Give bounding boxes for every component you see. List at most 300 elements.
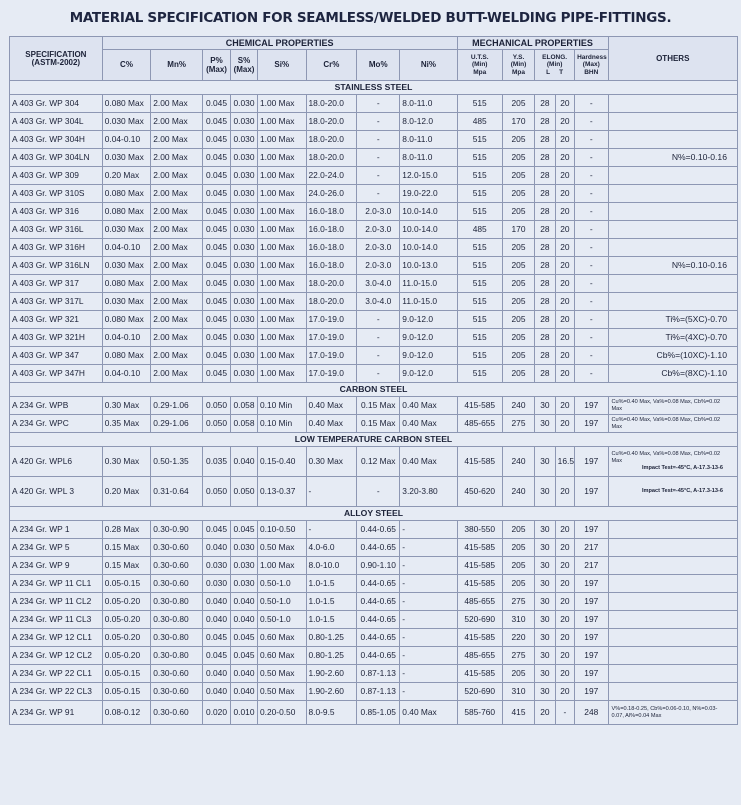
table-cell: 205 xyxy=(502,293,534,311)
table-cell: 0.04-0.10 xyxy=(102,239,151,257)
others-text-2: Impact Test=-45°C, A-17.3-13-6 xyxy=(641,464,723,471)
table-cell: 20 xyxy=(555,647,574,665)
table-cell: 1.00 Max xyxy=(257,293,306,311)
hard-max: (Max) xyxy=(582,61,600,69)
others-cell xyxy=(608,203,738,221)
others-cell xyxy=(608,221,738,239)
table-cell: 0.040 xyxy=(203,665,231,683)
table-cell: 16.0-18.0 xyxy=(306,221,357,239)
table-cell: 2.00 Max xyxy=(151,311,203,329)
table-cell: A 403 Gr. WP 304H xyxy=(10,131,103,149)
table-cell: 0.05-0.15 xyxy=(102,575,151,593)
table-cell: 197 xyxy=(575,415,608,433)
table-cell: 0.040 xyxy=(203,593,231,611)
table-cell: 20 xyxy=(555,575,574,593)
table-cell: 515 xyxy=(457,293,502,311)
table-cell: 0.030 xyxy=(231,575,258,593)
s-label: S% xyxy=(237,55,251,65)
table-cell: 217 xyxy=(575,557,608,575)
table-cell: 205 xyxy=(502,257,534,275)
table-cell: 1.00 Max xyxy=(257,149,306,167)
table-cell: 17.0-19.0 xyxy=(306,347,357,365)
table-cell: - xyxy=(357,113,400,131)
table-cell: 9.0-12.0 xyxy=(400,365,457,383)
table-cell: 28 xyxy=(535,257,555,275)
table-cell: - xyxy=(575,149,608,167)
table-row xyxy=(10,539,738,557)
table-cell: - xyxy=(575,239,608,257)
table-cell: 28 xyxy=(535,167,555,185)
table-cell: 0.80-1.25 xyxy=(306,629,357,647)
table-cell: A 234 Gr. WP 12 CL2 xyxy=(10,647,103,665)
table-cell: 0.045 xyxy=(203,95,231,113)
table-cell: 0.080 Max xyxy=(102,95,151,113)
table-row xyxy=(10,521,738,539)
table-cell: 16.0-18.0 xyxy=(306,239,357,257)
p-max: (Max) xyxy=(206,65,227,74)
section-title: CARBON STEEL xyxy=(10,383,738,397)
table-cell: A 234 Gr. WP 9 xyxy=(10,557,103,575)
others-cell xyxy=(608,701,738,725)
table-cell: 205 xyxy=(502,203,534,221)
others-cell xyxy=(608,149,738,167)
table-cell: 2.00 Max xyxy=(151,167,203,185)
table-cell: 0.040 xyxy=(203,539,231,557)
table-cell: 30 xyxy=(535,477,555,507)
section-header xyxy=(10,81,738,95)
others-cell xyxy=(608,95,738,113)
table-cell: 0.30-0.60 xyxy=(151,539,203,557)
table-row xyxy=(10,447,738,477)
table-cell: 415-585 xyxy=(457,557,502,575)
table-cell: 415 xyxy=(502,701,534,725)
table-cell: 20 xyxy=(555,275,574,293)
table-cell: 0.05-0.15 xyxy=(102,683,151,701)
table-cell: 515 xyxy=(457,329,502,347)
table-cell: - xyxy=(357,149,400,167)
table-cell: 0.040 xyxy=(231,447,258,477)
others-cell xyxy=(608,665,738,683)
table-cell: 0.50 Max xyxy=(257,665,306,683)
table-cell: 0.28 Max xyxy=(102,521,151,539)
table-cell: 515 xyxy=(457,365,502,383)
table-cell: 0.30-0.80 xyxy=(151,593,203,611)
table-cell: 0.20 Max xyxy=(102,167,151,185)
table-cell: 30 xyxy=(535,629,555,647)
table-cell: 380-550 xyxy=(457,521,502,539)
table-cell: 20 xyxy=(555,397,574,415)
table-cell: 30 xyxy=(535,647,555,665)
table-cell: 0.045 xyxy=(203,629,231,647)
table-cell: 197 xyxy=(575,665,608,683)
table-cell: 0.045 xyxy=(203,239,231,257)
table-row xyxy=(10,329,738,347)
table-cell: 20 xyxy=(555,629,574,647)
table-cell: 205 xyxy=(502,311,534,329)
table-cell: A 403 Gr. WP 317L xyxy=(10,293,103,311)
table-cell: 275 xyxy=(502,593,534,611)
table-row xyxy=(10,275,738,293)
elong-label: ELONG. xyxy=(542,54,568,62)
table-cell: 30 xyxy=(535,593,555,611)
table-cell: 0.040 xyxy=(231,665,258,683)
table-cell: - xyxy=(357,167,400,185)
table-cell: 197 xyxy=(575,647,608,665)
others-cell xyxy=(608,683,738,701)
table-cell: 205 xyxy=(502,275,534,293)
table-cell: 2.00 Max xyxy=(151,329,203,347)
table-cell: 0.080 Max xyxy=(102,275,151,293)
spec-table-body xyxy=(10,81,738,725)
table-cell: A 234 Gr. WP 11 CL2 xyxy=(10,593,103,611)
table-cell: 0.20 Max xyxy=(102,477,151,507)
table-cell: 485-655 xyxy=(457,647,502,665)
table-cell: 0.44-0.65 xyxy=(357,611,400,629)
table-cell: 0.050 xyxy=(203,415,231,433)
table-cell: 205 xyxy=(502,365,534,383)
others-cell xyxy=(608,239,738,257)
table-cell: 4.0-6.0 xyxy=(306,539,357,557)
table-cell: 240 xyxy=(502,477,534,507)
table-cell: 0.13-0.37 xyxy=(257,477,306,507)
table-cell: 1.0-1.5 xyxy=(306,593,357,611)
others-cell xyxy=(608,521,738,539)
table-cell: 0.058 xyxy=(231,415,258,433)
table-cell: 197 xyxy=(575,629,608,647)
table-cell: 0.045 xyxy=(203,131,231,149)
table-cell: 0.040 xyxy=(203,611,231,629)
uts-min: (Min) xyxy=(471,61,488,69)
table-cell: 0.080 Max xyxy=(102,203,151,221)
table-row xyxy=(10,575,738,593)
others-cell xyxy=(608,167,738,185)
others-text: Ti%=(5XC)-0.70 xyxy=(665,314,727,325)
table-cell: 10.0-14.0 xyxy=(400,203,457,221)
table-cell: 2.00 Max xyxy=(151,365,203,383)
table-cell: 0.20-0.50 xyxy=(257,701,306,725)
table-cell: 248 xyxy=(575,701,608,725)
table-row xyxy=(10,629,738,647)
table-cell: 2.00 Max xyxy=(151,113,203,131)
table-cell: A 420 Gr. WPL 3 xyxy=(10,477,103,507)
table-cell: 0.045 xyxy=(231,647,258,665)
table-cell: 20 xyxy=(555,221,574,239)
table-cell: 0.045 xyxy=(203,293,231,311)
table-cell: 11.0-15.0 xyxy=(400,275,457,293)
table-cell: - xyxy=(575,185,608,203)
table-cell: 0.04-0.10 xyxy=(102,365,151,383)
table-cell: - xyxy=(357,311,400,329)
table-cell: 0.30-0.60 xyxy=(151,683,203,701)
table-cell: 28 xyxy=(535,311,555,329)
others-cell xyxy=(608,447,738,477)
others-text: Cb%=(8XC)-1.10 xyxy=(661,368,727,379)
uts-label: U.T.S. xyxy=(470,54,489,62)
table-cell: 20 xyxy=(555,257,574,275)
table-cell: 9.0-12.0 xyxy=(400,311,457,329)
table-cell: 8.0-10.0 xyxy=(306,557,357,575)
table-cell: 275 xyxy=(502,415,534,433)
table-cell: 0.08-0.12 xyxy=(102,701,151,725)
others-cell xyxy=(608,275,738,293)
table-cell: 0.030 Max xyxy=(102,293,151,311)
table-cell: 0.35 Max xyxy=(102,415,151,433)
table-cell: 520-690 xyxy=(457,611,502,629)
others-cell xyxy=(608,293,738,311)
table-cell: 450-620 xyxy=(457,477,502,507)
table-cell: 0.10 Min xyxy=(257,415,306,433)
table-cell: 415-585 xyxy=(457,397,502,415)
table-cell: - xyxy=(400,647,457,665)
table-cell: 20 xyxy=(555,415,574,433)
table-cell: A 234 Gr. WP 11 CL1 xyxy=(10,575,103,593)
table-cell: 0.045 xyxy=(203,329,231,347)
table-cell: A 234 Gr. WPB xyxy=(10,397,103,415)
table-cell: A 234 Gr. WP 22 CL1 xyxy=(10,665,103,683)
table-cell: 1.00 Max xyxy=(257,275,306,293)
table-cell: 310 xyxy=(502,683,534,701)
table-cell: 28 xyxy=(535,221,555,239)
table-cell: 0.058 xyxy=(231,397,258,415)
spec-header xyxy=(10,37,103,81)
table-cell: 0.045 xyxy=(203,185,231,203)
table-cell: 0.035 xyxy=(203,447,231,477)
table-row xyxy=(10,293,738,311)
table-cell: 0.44-0.65 xyxy=(357,521,400,539)
table-cell: 0.30-0.60 xyxy=(151,575,203,593)
table-cell: 18.0-20.0 xyxy=(306,113,357,131)
table-row xyxy=(10,365,738,383)
table-cell: 275 xyxy=(502,647,534,665)
table-cell: 0.15 Max xyxy=(102,539,151,557)
table-cell: 0.04-0.10 xyxy=(102,329,151,347)
table-cell: 20 xyxy=(555,611,574,629)
table-cell: A 234 Gr. WP 91 xyxy=(10,701,103,725)
table-cell: 0.05-0.20 xyxy=(102,611,151,629)
section-header xyxy=(10,433,738,447)
table-cell: 0.50-1.0 xyxy=(257,593,306,611)
table-cell: 0.050 xyxy=(203,397,231,415)
table-cell: 20 xyxy=(555,593,574,611)
table-cell: 20 xyxy=(555,95,574,113)
table-cell: 0.030 xyxy=(231,275,258,293)
table-cell: 2.00 Max xyxy=(151,275,203,293)
table-cell: 170 xyxy=(502,113,534,131)
table-cell: 20 xyxy=(555,347,574,365)
table-cell: 0.15 Max xyxy=(102,557,151,575)
table-cell: 22.0-24.0 xyxy=(306,167,357,185)
table-cell: 0.030 xyxy=(203,557,231,575)
table-cell: 0.030 xyxy=(231,113,258,131)
table-cell: 0.44-0.65 xyxy=(357,647,400,665)
table-cell: - xyxy=(357,477,400,507)
table-cell: 240 xyxy=(502,397,534,415)
table-cell: 20 xyxy=(555,477,574,507)
others-text: Impact Test=-45°C, A-17.3-13-6 xyxy=(641,488,723,494)
table-row xyxy=(10,257,738,275)
table-cell: 205 xyxy=(502,167,534,185)
table-cell: 197 xyxy=(575,593,608,611)
ys-header xyxy=(502,50,534,81)
table-cell: 0.045 xyxy=(203,167,231,185)
uts-unit: Mpa xyxy=(473,68,487,76)
others-cell xyxy=(608,397,738,415)
others-cell xyxy=(608,593,738,611)
others-text: N%=0.10-0.16 xyxy=(671,152,727,163)
table-cell: - xyxy=(357,131,400,149)
table-cell: - xyxy=(575,257,608,275)
table-cell: 240 xyxy=(502,447,534,477)
table-cell: 1.00 Max xyxy=(257,185,306,203)
table-cell: 8.0-11.0 xyxy=(400,95,457,113)
table-cell: 0.31-0.64 xyxy=(151,477,203,507)
table-cell: 0.045 xyxy=(203,275,231,293)
table-cell: 0.030 xyxy=(231,557,258,575)
table-cell: 0.44-0.65 xyxy=(357,593,400,611)
table-cell: 16.5 xyxy=(555,447,574,477)
table-cell: 0.50-1.35 xyxy=(151,447,203,477)
table-cell: - xyxy=(575,347,608,365)
table-cell: 9.0-12.0 xyxy=(400,329,457,347)
table-row xyxy=(10,611,738,629)
table-cell: 2.00 Max xyxy=(151,221,203,239)
table-cell: 28 xyxy=(535,131,555,149)
table-cell: 197 xyxy=(575,683,608,701)
table-cell: 2.0-3.0 xyxy=(357,203,400,221)
table-cell: 0.87-1.13 xyxy=(357,665,400,683)
table-row xyxy=(10,221,738,239)
table-cell: 205 xyxy=(502,149,534,167)
others-cell xyxy=(608,477,738,507)
chemical-header: CHEMICAL PROPERTIES xyxy=(102,37,457,50)
table-cell: 24.0-26.0 xyxy=(306,185,357,203)
table-cell: 28 xyxy=(535,95,555,113)
table-cell: 1.00 Max xyxy=(257,257,306,275)
table-cell: 0.30-0.80 xyxy=(151,611,203,629)
others-header: OTHERS xyxy=(608,37,738,81)
table-cell: 28 xyxy=(535,275,555,293)
table-cell: - xyxy=(575,203,608,221)
table-cell: 205 xyxy=(502,347,534,365)
table-cell: 2.00 Max xyxy=(151,239,203,257)
table-cell: 0.030 Max xyxy=(102,221,151,239)
table-cell: 0.05-0.15 xyxy=(102,665,151,683)
table-cell: 2.00 Max xyxy=(151,257,203,275)
table-row xyxy=(10,167,738,185)
table-cell: 20 xyxy=(555,293,574,311)
table-cell: 0.050 xyxy=(203,477,231,507)
table-cell: 0.030 xyxy=(231,203,258,221)
table-cell: 0.30-0.60 xyxy=(151,557,203,575)
table-cell: 415-585 xyxy=(457,539,502,557)
table-cell: 170 xyxy=(502,221,534,239)
table-cell: 0.87-1.13 xyxy=(357,683,400,701)
table-cell: 30 xyxy=(535,521,555,539)
table-cell: 0.040 xyxy=(231,611,258,629)
table-cell: 0.05-0.20 xyxy=(102,593,151,611)
table-cell: 415-585 xyxy=(457,575,502,593)
table-cell: 0.30 Max xyxy=(306,447,357,477)
table-row xyxy=(10,593,738,611)
table-cell: - xyxy=(357,185,400,203)
table-cell: 0.030 xyxy=(231,185,258,203)
table-cell: 205 xyxy=(502,131,534,149)
table-cell: 0.010 xyxy=(231,701,258,725)
table-cell: - xyxy=(575,293,608,311)
table-cell: 20 xyxy=(555,521,574,539)
table-cell: 0.30 Max xyxy=(102,447,151,477)
others-text: Ti%=(4XC)-0.70 xyxy=(665,332,727,343)
table-cell: 0.40 Max xyxy=(400,397,457,415)
table-cell: 28 xyxy=(535,329,555,347)
table-cell: 0.60 Max xyxy=(257,647,306,665)
table-cell: A 234 Gr. WP 22 CL3 xyxy=(10,683,103,701)
table-cell: 30 xyxy=(535,557,555,575)
table-cell: 0.90-1.10 xyxy=(357,557,400,575)
table-cell: 10.0-14.0 xyxy=(400,221,457,239)
table-cell: 30 xyxy=(535,575,555,593)
table-cell: 1.0-1.5 xyxy=(306,575,357,593)
table-cell: 515 xyxy=(457,275,502,293)
table-cell: 197 xyxy=(575,447,608,477)
table-cell: 0.045 xyxy=(203,257,231,275)
others-cell xyxy=(608,629,738,647)
table-cell: 0.030 xyxy=(231,347,258,365)
table-cell: A 403 Gr. WP 304 xyxy=(10,95,103,113)
table-cell: 415-585 xyxy=(457,447,502,477)
table-cell: 515 xyxy=(457,311,502,329)
section-header xyxy=(10,507,738,521)
table-cell: 11.0-15.0 xyxy=(400,293,457,311)
table-cell: 205 xyxy=(502,95,534,113)
table-row xyxy=(10,239,738,257)
elong-l: L xyxy=(546,68,551,76)
others-cell xyxy=(608,611,738,629)
table-cell: 0.045 xyxy=(203,647,231,665)
table-cell: 0.030 xyxy=(203,575,231,593)
table-cell: 0.30 Max xyxy=(102,397,151,415)
elong-t: T xyxy=(559,68,564,76)
table-cell: 28 xyxy=(535,239,555,257)
hard-label: Hardness xyxy=(577,54,607,62)
table-cell: A 403 Gr. WP 317 xyxy=(10,275,103,293)
table-cell: 2.00 Max xyxy=(151,131,203,149)
others-cell xyxy=(608,131,738,149)
table-cell: 217 xyxy=(575,539,608,557)
table-cell: 485 xyxy=(457,221,502,239)
table-cell: 1.00 Max xyxy=(257,347,306,365)
table-cell: 515 xyxy=(457,185,502,203)
table-cell: 18.0-20.0 xyxy=(306,293,357,311)
table-row xyxy=(10,185,738,203)
others-cell xyxy=(608,311,738,329)
table-cell: A 403 Gr. WP 321H xyxy=(10,329,103,347)
table-cell: 28 xyxy=(535,149,555,167)
table-cell: 0.29-1.06 xyxy=(151,415,203,433)
table-cell: 1.00 Max xyxy=(257,131,306,149)
table-cell: 17.0-19.0 xyxy=(306,311,357,329)
table-cell: 8.0-9.5 xyxy=(306,701,357,725)
others-cell xyxy=(608,329,738,347)
table-cell: 20 xyxy=(535,701,555,725)
hardness-header xyxy=(575,50,608,81)
page-title: MATERIAL SPECIFICATION FOR SEAMLESS/WELDED BUTT-WELDING PIPE-FITTINGS. xyxy=(69,10,672,26)
table-cell: 415-585 xyxy=(457,629,502,647)
others-cell xyxy=(608,185,738,203)
table-cell: 0.080 Max xyxy=(102,347,151,365)
table-row xyxy=(10,557,738,575)
table-row xyxy=(10,415,738,433)
